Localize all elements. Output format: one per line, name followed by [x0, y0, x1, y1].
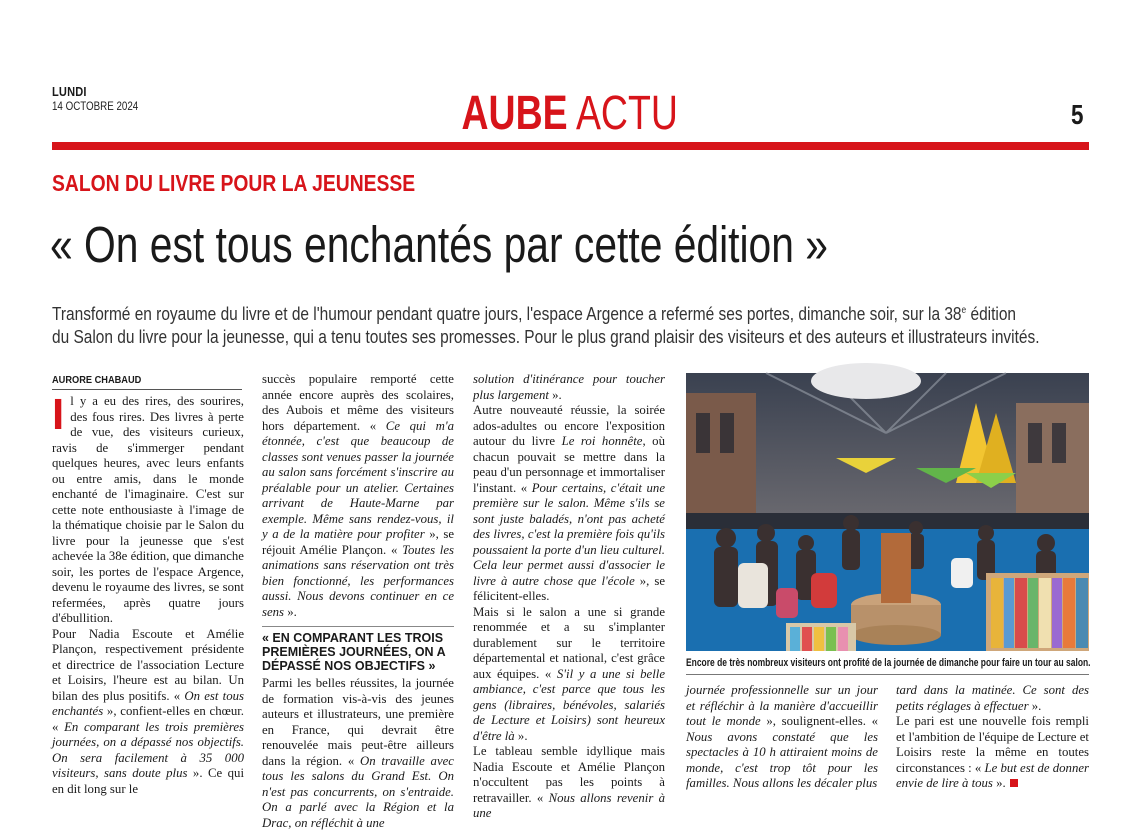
- photo-illustration: [686, 373, 1089, 651]
- byline-rule: [52, 389, 242, 390]
- masthead-bold: AUBE: [461, 87, 568, 140]
- text: Parmi les belles réussites, la journée de formation vis-à-vis des jeunes auteurs et illustrateurs, une première en France, qui devrait être renouvelée mais peut-être ailleurs dans la région. «: [262, 676, 454, 768]
- paragraph: [262, 372, 454, 620]
- quote: On est tous enchantés: [52, 688, 244, 718]
- lead-text-2: du Salon du livre pour la jeunesse, qui a tenu toutes ses promesses. Pour le plus grand plaisir des visiteurs et des auteurs et illustrateurs invités.: [52, 326, 1040, 348]
- edition-date: 14 OCTOBRE 2024: [52, 101, 139, 113]
- section-masthead: [0, 86, 1140, 142]
- paragraph: [52, 390, 244, 627]
- quote: Ce qui m'a étonnée, c'est que beaucoup de classes sont venues passer la journée au salon sans forcément s'inscrire au préalable pour un atelier. Certaines arrivant de Haute-Marne par exemple. Même sans rendez-vous, il y a de la matière pour profiter: [262, 418, 454, 541]
- text: Le tableau semble idyllique mais Nadia Escoute et Amélie Plançon n'occultent pas les points à retravailler. «: [473, 744, 665, 805]
- paragraph: [896, 683, 1089, 714]
- quote: journée professionnelle sur un jour et réfléchir à la manière d'accueillir tout le monde: [686, 683, 878, 728]
- masthead-light: ACTU: [576, 87, 679, 140]
- drop-cap: I: [52, 390, 65, 439]
- photo-caption: Encore de très nombreux visiteurs ont profité de la journée de dimanche pour faire un tour au salon.: [686, 657, 1091, 669]
- paragraph: [52, 627, 244, 798]
- author-byline: AURORE CHABAUD: [52, 374, 142, 386]
- text: ».: [284, 604, 297, 619]
- quote: S'il y a une si belle ambiance, c'est parce que tous les gens (libraires, bénévoles, salariés de Lecture et Loisirs) sont heureux d'être là: [473, 666, 666, 743]
- text: ».: [992, 776, 1006, 790]
- lead-sup: e: [961, 305, 967, 316]
- text: ».: [514, 728, 528, 743]
- paragraph: [473, 605, 665, 745]
- end-of-article-mark: [1010, 779, 1018, 787]
- text: , où chacun pouvait se mettre dans la peau d'un personnage et immortaliser l'instant. «: [473, 434, 665, 495]
- edition-day: LUNDI: [52, 84, 87, 99]
- quote: Le but est de donner envie de lire à tous: [896, 760, 1090, 790]
- quote: Nous avons constaté que les spectacles à 10 h attiraient moins de monde, c'est trop tôt pour les familles. Nous allons les décaler plus: [686, 729, 878, 790]
- text: Autre nouveauté réussie, la soirée ados-adultes ou encore l'exposition autour du livre: [473, 403, 665, 448]
- paragraph: [896, 714, 1089, 792]
- text: », se félicitent-elles.: [473, 573, 666, 603]
- text: ». Ce qui en dit long sur le: [52, 766, 245, 796]
- quote: Toutes les animations sans réservation ont très bien fonctionné, les performances aussi. Nous devons continuer en ce sens: [262, 542, 454, 619]
- book-title: Le roi honnête: [561, 434, 643, 448]
- article-headline: « On est tous enchantés par cette édition »: [50, 216, 828, 273]
- paragraph: [686, 683, 878, 792]
- article-column-5: [896, 683, 1089, 794]
- text: », soulignent-elles. «: [760, 714, 878, 728]
- quote: tard dans la matinée. Ce sont des petits réglages à effectuer: [896, 683, 1089, 713]
- lead-text-1b: édition: [966, 303, 1017, 325]
- text: Le pari est une nouvelle fois rempli et l'ambition de l'équipe de Lecture et Loisirs reste la même en toutes circonstances : «: [896, 714, 1089, 775]
- article-column-3: [473, 372, 666, 820]
- paragraph: [473, 403, 665, 605]
- quote: On travaille avec tous les salons du Grand Est. On n'est pas concurrents, on s'entraide. On a parlé avec la Région et la Drac, on réfléchit à une: [262, 753, 454, 830]
- quote: Nous allons revenir à une: [473, 790, 665, 820]
- quote: Pour certains, c'était une première sur le salon. Même s'ils se sont juste baladés, n'ont pas acheté des livres, c'est la première fois qu'ils poussaient la porte d'un lieu culturel. Cela leur permet aussi d'associer le livre à autre chose que l'école: [473, 480, 665, 588]
- paragraph: [473, 372, 665, 403]
- caption-rule: [686, 674, 1089, 675]
- text: », se réjouit Amélie Plançon. «: [262, 527, 454, 557]
- intertitle: « EN COMPARANT LES TROIS PREMIÈRES JOURNÉES, ON A DÉPASSÉ NOS OBJECTIFS »: [262, 626, 454, 673]
- lead-text-1: Transformé en royaume du livre et de l'humour pendant quatre jours, l'espace Argence a refermé ses portes, dimanche soir, sur la 38: [52, 303, 962, 325]
- paragraph: [473, 744, 665, 822]
- article-lead: [52, 299, 1094, 348]
- page-number: 5: [1071, 99, 1084, 130]
- article-photo: [686, 373, 1089, 651]
- paragraph: [262, 676, 454, 831]
- article-column-4: [686, 683, 878, 794]
- quote: En comparant les trois premières journées, on a dépassé nos objectifs. On sera facilement à 35 000 visiteurs, sans doute plus: [52, 719, 244, 780]
- quote: solution d'itinérance pour toucher plus largement: [473, 372, 665, 402]
- text: Mais si le salon a une si grande renommée et a su s'implanter durablement sur le territoire départemental et national, c'est grâce aux équipes. «: [473, 604, 665, 681]
- text: », confient-elles en chœur. «: [52, 704, 244, 734]
- paragraph-text: l y a eu des rires, des sourires, des fous rires. Des livres à perte de vue, des visiteurs curieux, ravis de s'immerger pendant quelques heures, avec leurs enfants ou entre amis, dans le monde enchanté de l'imaginaire. C'est sur cette note enthousiaste à l'image de la thématique choisie par le Salon du livre pour la jeunesse que s'est achevée la 38e édition, que dimanche soir, les portes de l'espace Argence, devenu le royaume des livres, se sont refermées, après quatre jours d'ébullition.: [52, 394, 244, 625]
- header-rule: [52, 142, 1089, 150]
- text: succès populaire remporté cette année encore auprès des scolaires, des Aubois et même des visiteurs hors département. «: [262, 372, 454, 433]
- text: ».: [548, 387, 562, 402]
- article-column-1: [52, 390, 245, 796]
- article-rubric: SALON DU LIVRE POUR LA JEUNESSE: [52, 170, 416, 196]
- text: ».: [1028, 698, 1042, 713]
- text: Pour Nadia Escoute et Amélie Plançon, respectivement présidente et directrice de l'association Lecture et Loisirs, l'heure est au bilan. Un bilan des plus positifs. «: [52, 626, 244, 703]
- article-column-2: [262, 372, 454, 830]
